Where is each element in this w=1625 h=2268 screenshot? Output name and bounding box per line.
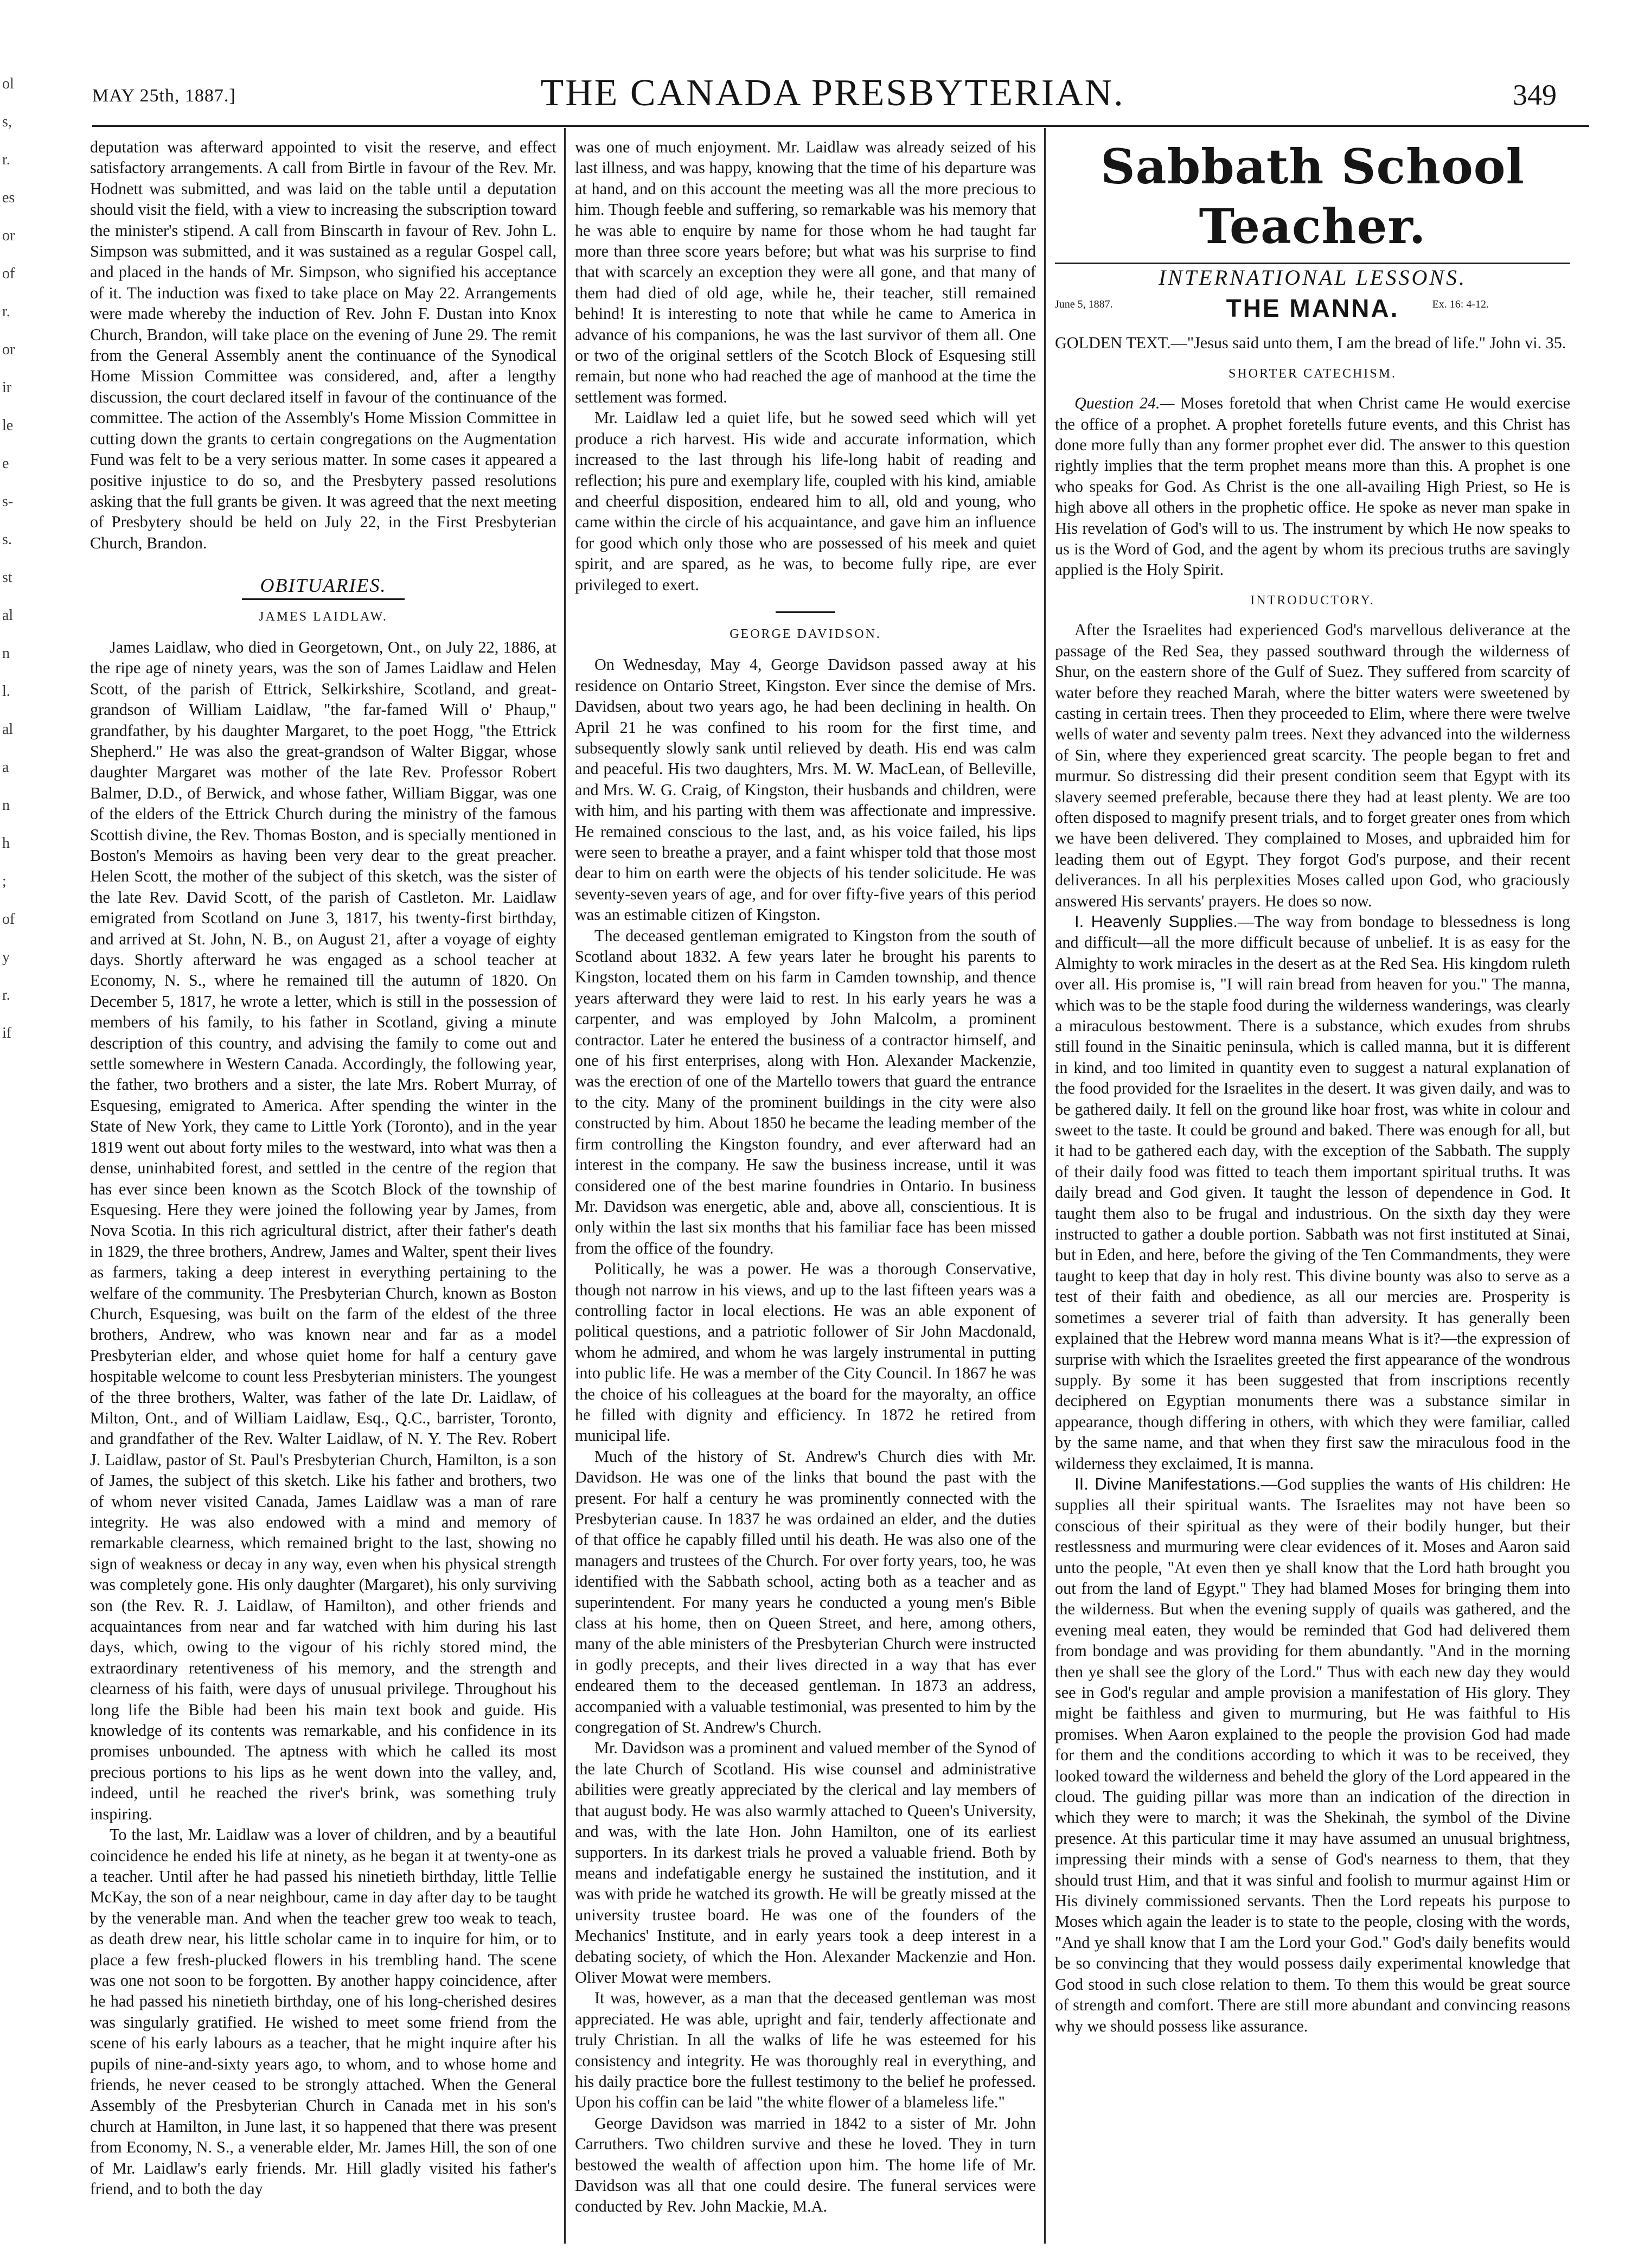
bleed-fragment: or: [2, 341, 15, 358]
bleed-fragment: e: [2, 455, 9, 472]
obituary-name-davidson: GEORGE DAVIDSON.: [730, 627, 881, 641]
obituary-paragraph: It was, however, as a man that the deceased gentleman was most appreciated. He was able, upright and fair, tenderly affectionate and truly Christian. In all the walks of life he was esteemed for his consistency and integrity. He was thoroughly real in everything, and his daily practice bore the fullest testimony to the belief he professed. Upon his coffin can be laid "the white flower of a blameless life.": [575, 1989, 1036, 2112]
obituary-paragraph: Politically, he was a power. He was a thorough Conservative, though not narrow in his views, and up to the last fifteen years was a controlling factor in local elections. He was an able exponent of political questions, and a patriotic follower of Sir John Macdonald, whom he admired, and whom he was largely instrumental in putting into public life. He was a member of the City Council. In 1867 he was the choice of his colleagues at the board for the mayoralty, an office he filled with dignity and efficiency. In 1872 he retired from municipal life.: [575, 1260, 1036, 1445]
bleed-fragment: of: [2, 911, 15, 928]
lesson-scripture-reference: Ex. 16: 4-12.: [1432, 298, 1489, 311]
lesson-date: June 5, 1887.: [1055, 298, 1113, 311]
obituary-paragraph: To the last, Mr. Laidlaw was a lover of children, and by a beautiful coincidence he ended his life at ninety, as he began it at twenty-one as a teacher. Until after he had passed his ninetieth birthday, little Tellie McKay, the son of a near neighbour, came in day after day to be taught by the venerable man. And when the teacher grew too weak to teach, as death drew near, his little scholar came in to inquire for him, or to place a few fresh-plucked flowers in his trembling hand. The scene was one not soon to be forgotten. By another happy coincidence, after he had passed his ninetieth birthday, one of his long-cherished desires was singularly gratified. He wished to meet some friend from the scene of his early labours as a teacher, that he might inquire after his pupils of nine-and-sixty years ago, to whom, and to whose home and friends, he never ceased to be strongly attached. When the General Assembly of the Presbyterian Church in Canada met in his son's church at Hamilton, in June last, it so happened that there was present from Economy, N. S., a venerable elder, Mr. James Hill, the son of one of Mr. Laidlaw's early friends. Mr. Hill gladly visited his father's friend, and to both the day: [90, 1825, 556, 2198]
bleed-fragment: es: [2, 189, 15, 206]
bleed-fragment: n: [2, 645, 10, 662]
obituary-paragraph: The deceased gentleman emigrated to Kingston from the south of Scotland about 1832. A few years later he brought his parents to Kingston, located them on his farm in Camden township, and thence years afterward they were laid to rest. In his early years he was a carpenter, and was employed by John Malcolm, a prominent contractor. Later he entered the business of a contractor himself, and one of his first enterprises, along with Hon. Alexander Mackenzie, was the erection of one of the Martello towers that guard the entrance to the city. Many of the prominent buildings in the city were also constructed by him. About 1850 he became the leading member of the firm controlling the Kingston foundry, and ever afterward had an interest in the company. He saw the business increase, until it was considered one of the best marine foundries in Ontario. In business Mr. Davidson was energetic, able and, above all, conscientious. It is only within the last six months that his familiar face has been missed from the office of the foundry.: [575, 926, 1036, 1257]
presbytery-paragraph: deputation was afterward appointed to visit the reserve, and effect satisfactory arrangements. A call from Birtle in favour of the Rev. Mr. Hodnett was submitted, and was laid on the table until a deputation should visit the field, with a view to increasing the subscription toward the minister's stipend. A call from Binscarth in favour of Rev. John L. Simpson was submitted, and it was sustained as a regular Gospel call, and placed in the hands of Mr. Simpson, who signified his acceptance of it. The induction was fixed to take place on May 22. Arrangements were made whereby the induction of Rev. John F. Dustan into Knox Church, Brandon, will take place on the evening of June 29. The remit from the General Assembly anent the continuance of the Synodical Home Mission Committee was considered, and, after a lengthy discussion, the court declared itself in favour of the continuance of the committee. The action of the Assembly's Home Mission Committee in cutting down the grants to certain congregations on the Augmentation Fund was felt to be a very serious matter. In some cases it appeared a positive injustice to do so, and the Presbytery passed resolutions asking that the full grants be given. It was agreed that the next meeting of Presbytery should be held on July 22, in the First Presbyterian Church, Brandon.: [90, 138, 556, 552]
divine-manifestations-text: —God supplies the wants of His children: He supplies all their spiritual wants. The Israelites may not have been so conscious of their spiritual as they were of their bodily hunger, but their restlessness and murmuring were clear evidences of it. Moses and Aaron said unto the people, "At even then ye shall know that the Lord hath brought you out from the land of Egypt." They had blamed Moses for bringing them into the wilderness. But when the evening supply of quails was gathered, and the evening meal eaten, they would be reminded that God had delivered them from bondage and was providing for them abundantly. "And in the morning then ye shall see the glory of the Lord." Thus with each new day they would see in God's regular and ample provision a manifestation of His glory. They might be faithless and given to murmuring, but He was faithful to His promises. When Aaron explained to the people the provision God had made for them and the conditions according to which it was to be received, they looked toward the wilderness and beheld the glory of the Lord appeared in the cloud. The guiding pillar was more than an indication of the direction in which they were to march; it was the Shekinah, the symbol of the Divine presence. At this particular time it may have assumed an unusual brightness, impressing their minds with a sense of God's nearness to them, that they should trust Him, and that it was sinful and foolish to murmur against Him or His divinely commissioned servants. Then the Lord repeats his purpose to Moses which again the leader is to state to the people, closing with the words, "And ye shall know that I am the Lord your God." God's daily benefits would be so convincing that they would possess daily experimental knowledge that God stood in such close relation to them. To them this would be great source of strength and comfort. There are still more abundant and convincing reasons why we should possess like assurance.: [1055, 1474, 1570, 2035]
issue-date: MAY 25th, 1887.]: [92, 86, 236, 106]
column-one: [90, 137, 556, 2199]
bleed-fragment: or: [2, 227, 15, 244]
obituary-paragraph: Mr. Davidson was a prominent and valued member of the Synod of the late Church of Scotland. His wise counsel and administrative abilities were greatly appreciated by the clerical and lay members of that august body. He was also warmly attached to Queen's University, and was, with the late Hon. John Hamilton, one of its earliest supporters. In its darkest trials he proved a valuable friend. Both by means and indefatigable energy he sustained the institution, and it was with pride he watched its growth. He will be greatly missed at the university trustee board. He was one of the founders of the Mechanics' Institute, and in early years took a deep interest in a debating society, of which the Hon. Alexander Mackenzie and Hon. Oliver Mowat were members.: [575, 1739, 1036, 1986]
bleed-fragment: r.: [2, 303, 10, 320]
subheading-heavenly-supplies: I. Heavenly Supplies.: [1074, 911, 1238, 931]
subheading-divine-manifestations: II. Divine Manifestations.: [1074, 1474, 1261, 1493]
bleed-fragment: s-: [2, 493, 14, 510]
obituary-paragraph: Mr. Laidlaw led a quiet life, but he sowed seed which will yet produce a rich harvest. His wide and accurate information, which increased to the last through his life-long habit of reading and reflection; his pure and exemplary life, coupled with his kind, amiable and cheerful disposition, endeared him to all, old and young, who came within the circle of his acquaintance, and gave him an influence for good which only those who are possessed of his meek and quiet spirit, and are spared, as he was, to become fully ripe, are ever privileged to exert.: [575, 408, 1036, 594]
golden-text: GOLDEN TEXT.—"Jesus said unto them, I am the bread of life." John vi. 35.: [1055, 334, 1566, 353]
catechism-heading: SHORTER CATECHISM.: [1229, 366, 1397, 381]
international-lessons-heading: INTERNATIONAL LESSONS.: [1158, 265, 1467, 290]
bleed-fragment: of: [2, 265, 15, 282]
page-number: 349: [1513, 79, 1557, 111]
obituaries-heading: OBITUARIES.: [260, 574, 387, 597]
section-title-sabbath-school: Sabbath School Teacher.: [1101, 138, 1525, 254]
obituary-paragraph: was one of much enjoyment. Mr. Laidlaw was already seized of his last illness, and was happy, knowing that the time of his departure was at hand, and on this account the meeting was all the more precious to him. Though feeble and suffering, so remarkable was his memory that he was able to enquire by name for those whom he had taught far more than three score years before; but what was his surprise to find that with scarcely an exception they were all gone, and that many of them had died of old age, while he, their teacher, still remained behind! It is interesting to note that while he came to America in advance of his companions, he was the last survivor of them all. One or two of the original settlers of the Scotch Block of Esquesing still remain, but none who had reached the age of manhood at the time the settlement was formed.: [575, 138, 1036, 406]
bleed-fragment: s,: [2, 113, 12, 130]
introductory-paragraph: After the Israelites had experienced God's marvellous deliverance at the passage of the Red Sea, they passed southward through the wilderness of Shur, on the eastern shore of the Gulf of Suez. They suffered from scarcity of water before they reached Marah, where the bitter waters were sweetened by casting in certain trees. Then they proceeded to Elim, where there were twelve wells of water and seventy palm trees. Next they advanced into the wilderness of Sin, where they experienced great scarcity. The people began to fret and murmur. So distressing did their present condition seem that Egypt with its slavery seemed preferable, because there they had at least plenty. We are too often disposed to magnify present trials, and to forget greater ones from which we have been delivered. They complained to Moses, and upbraided him for leading them out of Egypt. They forgot God's purpose, and their recent deliverances. In all his perplexities Moses called upon God, who graciously answered His servants' prayers. He does so now.: [1055, 621, 1570, 910]
catechism-label: Question 24.—: [1074, 394, 1175, 413]
lesson-point-paragraph: [1055, 911, 1570, 1474]
catechism-paragraph: [1055, 393, 1570, 580]
catechism-text: Moses foretold that when Christ came He would exercise the office of a prophet. A prophet foretells future events, and this Christ has done more fully than any former prophet ever did. The answer to this question rightly implies that the term prophet means more than this. A prophet is one who speaks for God. As Christ is the one all-availing High Priest, so He is high above all others in the prophetic office. He spoke as never man spake in His revelation of God's will to us. The instrument by which He now speaks to us is the Word of God, and the agent by whom its precious truths are savingly applied is the Holy Spirit.: [1055, 394, 1571, 579]
bleed-fragment: l.: [2, 683, 10, 700]
obituary-paragraph: Much of the history of St. Andrew's Church dies with Mr. Davidson. He was one of the links that bound the past with the present. For half a century he was prominently connected with the Presbyterian cause. In 1837 he was ordained an elder, and the duties of that office he capably filled until his death. He was also one of the managers and trustees of the Church. For over forty years, too, he was identified with the Sabbath school, acting both as a teacher and as superintendent. For many years he conducted a young men's Bible class at his home, then on Queen Street, and here, among others, many of the able ministers of the Presbyterian Church were instructed in godly precepts, and their lives directed in a way that has ever endeared them to the deceased gentleman. In 1873 an address, accompanied with a valuable testimonial, was presented to him by the congregation of St. Andrew's Church.: [575, 1447, 1036, 1737]
heading-rule: [242, 598, 405, 600]
separator-rule: [776, 611, 835, 613]
obituary-name-laidlaw: JAMES LAIDLAW.: [259, 609, 388, 624]
lesson-title: THE MANNA.: [1226, 294, 1399, 323]
column-three: [1055, 137, 1570, 2036]
bleed-fragment: al: [2, 721, 14, 738]
lesson-header: [1055, 296, 1570, 331]
bleed-fragment: n: [2, 797, 10, 814]
column-two: [575, 137, 1036, 2217]
bleed-fragment: ;: [2, 873, 7, 890]
bleed-fragment: r.: [2, 151, 10, 168]
bleed-fragment: le: [2, 417, 14, 434]
paper-title: THE CANADA PRESBYTERIAN.: [540, 72, 1125, 114]
section-rule: [1055, 263, 1570, 264]
lesson-point-paragraph: [1055, 1474, 1570, 2036]
margin-bleed-through: [0, 65, 24, 1052]
masthead: [76, 64, 1589, 118]
bleed-fragment: ol: [2, 75, 14, 92]
heavenly-supplies-text: —The way from bondage to blessedness is long and difficult—all the more difficult because of unbelief. It is as easy for the Almighty to work miracles in the desert as at the Red Sea. His kingdom ruleth over all. His promise is, "I will rain bread from heaven for you." The manna, which was to be the staple food during the wilderness wanderings, was clearly a miraculous bestowment. There is a substance, which exudes from shrubs still found in the Sinaitic peninsula, which is called manna, but it is different in kind, and too limited in quantity even to suggest a natural explanation of the food provided for the Israelites in the desert. It was given daily, and was to be gathered daily. It fell on the ground like hoar frost, was white in colour and sweet to the taste. It could be ground and baked. There was enough for all, but it had to be gathered each day, with the exception of the Sabbath. The supply of their daily food was fitted to teach them important spiritual truths. It was daily bread and God given. It taught the lesson of dependence in God. It taught them also to be frugal and industrious. On the sixth day they were instructed to gather a double portion. Sabbath was not first instituted at Sinai, but in Eden, and here, before the giving of the Ten Commandments, they were taught to keep that day in holy rest. This divine bounty was also to serve as a test of their faith and obedience, as all our mercies are. Prosperity is sometimes a severer trial of faith than adversity. It has generally been explained that the Hebrew word manna means What is it?—the expression of surprise with which the Israelites greeted the first appearance of the wondrous supply. By some it has been suggested that from inscriptions recently deciphered on Egyptian monuments there was a substance similar in appearance, though differing in others, with which they were familiar, called by the same name, and that when they first saw the miraculous food in the wilderness they exclaimed, It is manna.: [1055, 912, 1570, 1473]
bleed-fragment: ir: [2, 379, 12, 396]
obituary-paragraph: George Davidson was married in 1842 to a sister of Mr. John Carruthers. Two children survive and these he loved. They in turn bestowed the wealth of affection upon him. The home life of Mr. Davidson was all that one could desire. The funeral services were conducted by Rev. John Mackie, M.A.: [575, 2113, 1036, 2216]
bleed-fragment: s.: [2, 531, 12, 548]
bleed-fragment: st: [2, 569, 12, 586]
bleed-fragment: r.: [2, 987, 10, 1004]
column-divider: [1044, 128, 1046, 2244]
introductory-heading: INTRODUCTORY.: [1250, 593, 1375, 608]
bleed-fragment: h: [2, 835, 10, 852]
obituary-paragraph: James Laidlaw, who died in Georgetown, Ont., on July 22, 1886, at the ripe age of ninety years, was the son of James Laidlaw and Helen Scott, of the parish of Ettrick, Selkirkshire, Scotland, and great-grandson of William Laidlaw, "the far-famed Will o' Phaup," grandfather, by his daughter Margaret, to the poet Hogg, "the Ettrick Shepherd." He was also the great-grandson of Walter Biggar, whose daughter Margaret was mother of the late Rev. Professor Robert Balmer, D.D., of Berwick, and whose father, William Biggar, was one of the elders of the Ettrick Church during the ministry of the famous Scottish divine, the Rev. Thomas Boston, and is specially mentioned in Boston's Memoirs as having been very dear to the great preacher. Helen Scott, the mother of the subject of this sketch, was the sister of the late Rev. David Scott, of the parish of Castleton. Mr. Laidlaw emigrated from Scotland on June 3, 1817, his twenty-first birthday, and arrived at St. John, N. B., on August 21, after a voyage of eighty days. Shortly afterward he was engaged as a school teacher at Economy, N. S., where he remained till the autumn of 1820. On December 5, 1817, he wrote a letter, which is still in the possession of members of his family, to his father in Scotland, giving a minute description of this country, and advising the family to come out and settle somewhere in Western Canada. Accordingly, the following year, the father, two brothers and a sister, the late Mrs. Robert Murray, of Esquesing, emigrated to America. After spending the winter in the State of New York, they came to Little York (Toronto), and in the year 1819 went out about forty miles to the westward, into what was then a dense, uninhabited forest, and settled in the centre of the region that has ever since been known as the Scotch Block of the township of Esquesing. Here they were joined the following year by James, from Nova Scotia. In this rich agricultural district, after their father's death in 1829, the three brothers, Andrew, James and Walter, spent their lives as farmers, taking a deep interest in everything pertaining to the welfare of the community. The Presbyterian Church, known as Boston Church, Esquesing, was built on the farm of the eldest of the three brothers, Andrew, who was known near and far as a model Presbyterian elder, and whose quiet home for half a century gave hospitable welcome to count less Presbyterian ministers. The youngest of the three brothers, Walter, was father of the late Dr. Laidlaw, of Milton, Ont., and of William Laidlaw, Esq., Q.C., barrister, Toronto, and grandfather of the Rev. Walter Laidlaw, of N. Y. The Rev. Robert J. Laidlaw, pastor of St. Paul's Presbyterian Church, Hamilton, is a son of James, the subject of this sketch. Like his father and brothers, two of whom never visited Canada, James Laidlaw was a man of rare integrity. He was also endowed with a mind and memory of remarkable clearness, which remained bright to the last, showing no sign of weakness or decay in any way, even when his physical strength was completely gone. His only daughter (Margaret), his only surviving son (the Rev. R. J. Laidlaw, of Hamilton), and other friends and acquaintances from near and far watched with him during his last days, which, owing to the vigour of his richly stored mind, the extraordinary retentiveness of his memory, and the strength and clearness of his faith, were days of unusual privilege. Throughout his long life the Bible had been his main text book and guide. His knowledge of its contents was remarkable, and his confidence in its promises unbounded. The aptness with which he called its most precious portions to his lips as he went down into the valley, and, indeed, until he reached the river's brink, was something truly inspiring.: [90, 637, 556, 1823]
column-divider: [564, 128, 566, 2244]
obituary-paragraph: On Wednesday, May 4, George Davidson passed away at his residence on Ontario Street, Kingston. Ever since the demise of Mrs. Davidsen, about two years ago, he had been declining in health. On April 21 he was confined to his room for the first time, and subsequently slowly sank until relieved by death. His end was calm and peaceful. His two daughters, Mrs. M. W. MacLean, of Belleville, and Mrs. W. G. Craig, of Kingston, their husbands and children, were with him, and his parting with them was affectionate and impressive. He remained conscious to the last, and, as his voice failed, his lips were seen to breathe a prayer, and a faint whisper told that those most dear to him on earth were the objects of his tender solicitude. He was seventy-seven years of age, and for over fifty-five years of this period was an estimable citizen of Kingston.: [575, 655, 1036, 924]
masthead-rule: [92, 125, 1589, 127]
bleed-fragment: y: [2, 949, 10, 966]
bleed-fragment: a: [2, 759, 9, 776]
bleed-fragment: al: [2, 607, 14, 624]
bleed-fragment: if: [2, 1025, 12, 1042]
